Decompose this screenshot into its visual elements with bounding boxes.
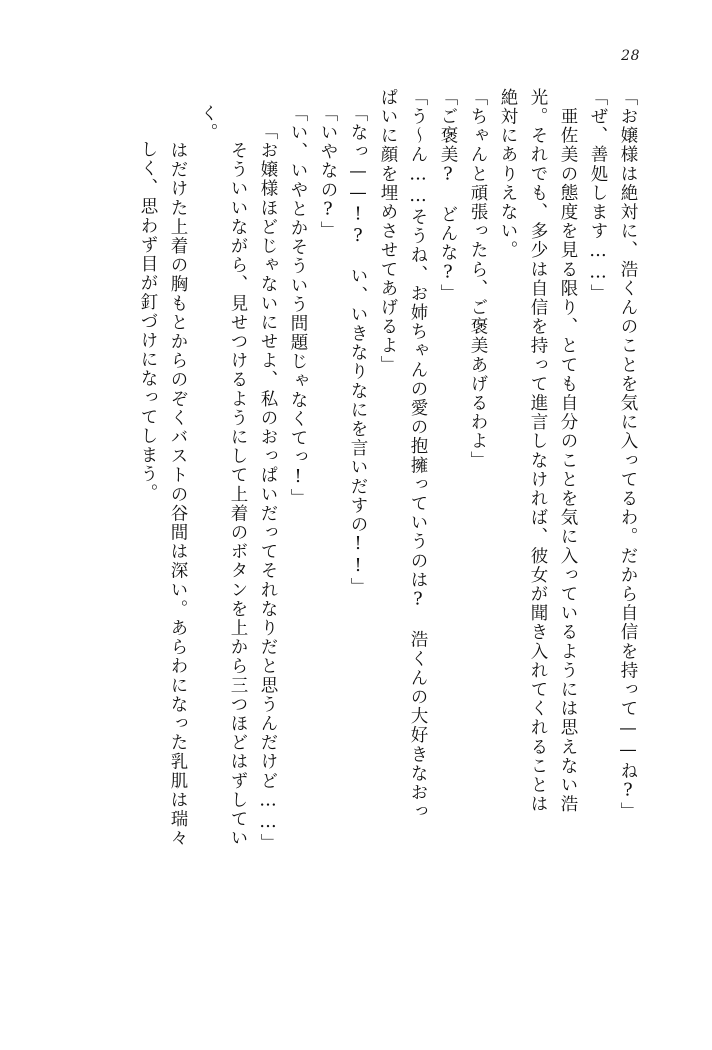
text-column: 「ちゃんと頑張ったら、ご褒美あげるわよ」 [468, 88, 488, 470]
text-column: 「なっ——!? い、いきなりなにを言いだすの!!」 [348, 104, 368, 597]
text-column: ぱいに顔を埋めさせてあげるよ」 [378, 88, 398, 375]
text-column: 「ぜ、善処します……」 [588, 88, 608, 304]
text-column: 「い、いやとかそういう問題じゃなくてっ!」 [288, 104, 308, 508]
text-column: 絶対にありえない。 [498, 88, 518, 260]
text-column: 亜佐美の態度を見る限り、とても自分のことを気に入っているようには思えない浩 [558, 88, 578, 814]
text-column: 「う〜ん……そうね、お姉ちゃんの愛の抱擁っていうのは? 浩くんの大好きなおっ [408, 88, 428, 822]
text-column: はだけた上着の胸もとからのぞくバストの谷間は深い。あらわになった乳肌は瑞々 [168, 122, 188, 848]
text-column: 「ご褒美? どんな?」 [438, 88, 458, 304]
page-number: 28 [621, 48, 640, 64]
text-column: しく、思わず目が釘づけになってしまう。 [138, 140, 158, 503]
text-column: そういいながら、見せつけるようにして上着のボタンを上から三つほどはずしてい [228, 122, 248, 848]
vertical-text-block [92, 88, 636, 976]
text-column: く。 [198, 104, 218, 143]
text-column: 「お嬢様ほどじゃないにせよ、私のおっぱいだってそれなりだと思うんだけど……」 [258, 122, 278, 853]
text-column: 「お嬢様は絶対に、浩くんのことを気に入ってるわ。だから自信を持って——ね?」 [618, 88, 638, 822]
text-column: 「いやなの?」 [318, 104, 338, 241]
text-column: 光。それでも、多少は自信を持って進言しなければ、彼女が聞き入れてくれることは [528, 88, 548, 814]
